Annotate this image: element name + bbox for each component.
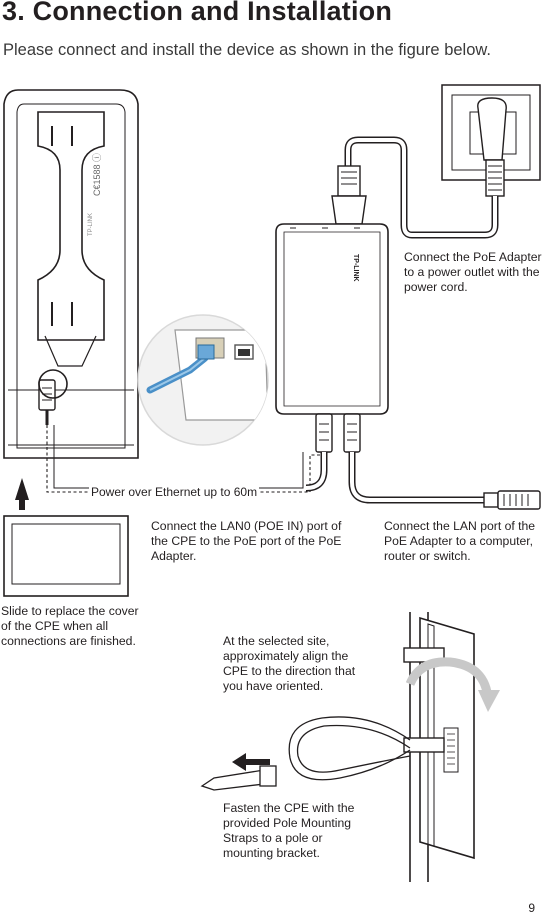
intro-text: Please connect and install the device as shown in the figure below. <box>3 41 491 59</box>
note-lan-port: Connect the LAN port of the PoE Adapter to a computer, router or switch. <box>384 519 536 563</box>
page-number: 9 <box>528 901 535 915</box>
adapter-brand-text: TP-LINK <box>352 254 359 282</box>
lan-cable-outer <box>352 452 484 500</box>
cpe-ethernet-plug <box>39 380 55 425</box>
poe-adapter <box>276 224 388 414</box>
note-poe-range: Power over Ethernet up to 60m <box>91 485 258 499</box>
power-plug <box>478 98 506 196</box>
note-lan0-port: Connect the LAN0 (POE IN) port of the CPE to the PoE port of the PoE Adapter. <box>151 519 342 563</box>
lan-rj45-plug <box>484 491 540 509</box>
adapter-power-connector <box>332 166 366 224</box>
adapter-bottom-plugs <box>316 414 360 452</box>
cpe-cover <box>4 516 128 596</box>
note-fasten-pole: Fasten the CPE with the provided Pole Mounting Straps to a pole or mounting bracket. <box>223 801 355 860</box>
cpe-label-sticker <box>88 153 102 236</box>
note-align-site: At the selected site, approximately align the CPE to the direction that you have oriented. <box>223 634 356 693</box>
note-slide-cover: Slide to replace the cover of the CPE when all connections are finished. <box>1 604 139 648</box>
zoom-detail-lan-port <box>138 315 268 445</box>
cpe-device <box>4 90 138 458</box>
section-heading: 3. Connection and Installation <box>2 0 393 26</box>
slide-up-arrow <box>15 478 29 510</box>
svg-text:C€1588 ⓘ: C€1588 ⓘ <box>92 152 102 196</box>
note-power-outlet: Connect the PoE Adapter to a power outlet with the power cord. <box>404 250 542 294</box>
pole-strap <box>202 717 410 790</box>
cpe-brand-text: TP-LINK <box>88 212 94 236</box>
